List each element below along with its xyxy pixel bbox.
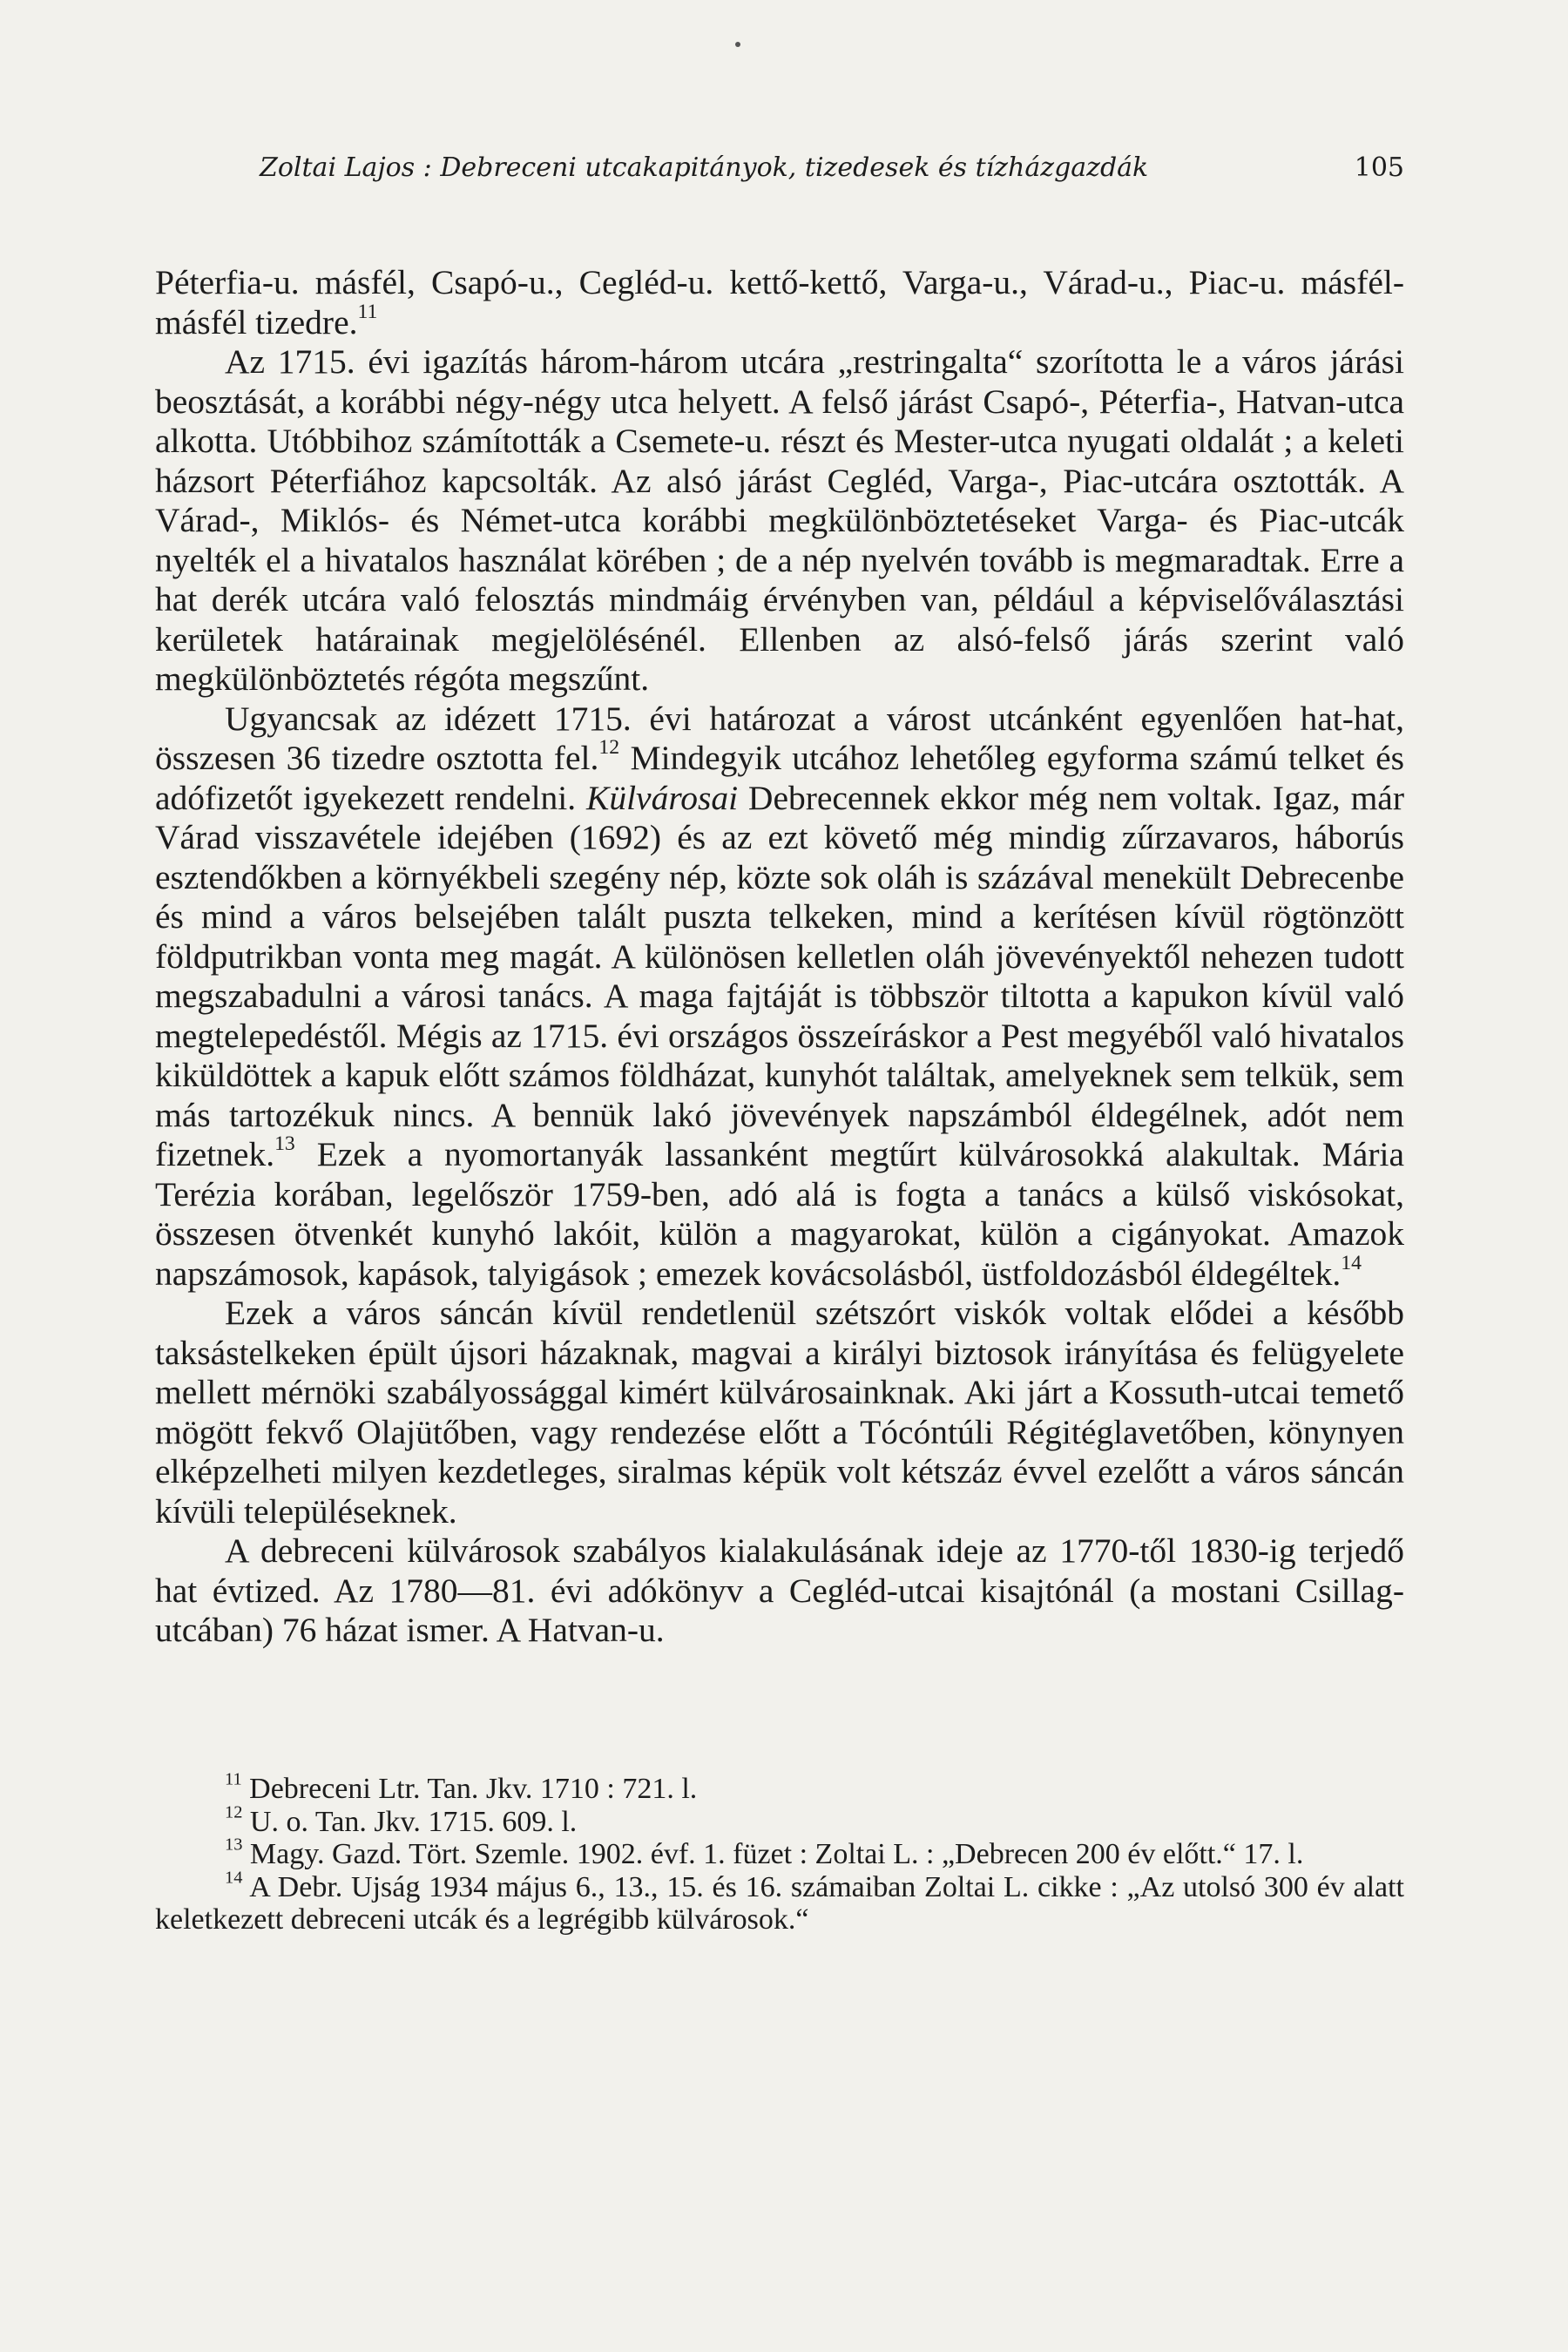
paragraph-3-italic: Külvárosai bbox=[585, 778, 739, 817]
footnote-12 bbox=[155, 1802, 1404, 1839]
footnote-ref-14: 14 bbox=[1341, 1251, 1362, 1274]
footnote-13 bbox=[155, 1835, 1404, 1871]
paragraph-3-text-d: Ezek a nyomortanyák lassanként megtűrt külvárosokká alakultak. Mária Terézia korában, legelőször 1759-ben, adó alá is fogta a tanács a külső viskósokat, összesen ötvenkét kunyhó lakóit, külön a magyarokat, külön a cigányokat. Amazok napszámosok, kapások, talyigások ; emezek kovácsolásból, üstfoldozásból éldegéltek. bbox=[155, 1135, 1404, 1293]
footnote-number: 12 bbox=[225, 1802, 243, 1822]
paragraph-1-text: Péterfia-u. másfél, Csapó-u., Cegléd-u. kettő-kettő, Varga-u., Várad-u., Piac-u. másfél-másfél tizedre. bbox=[155, 263, 1404, 341]
page-number: 105 bbox=[1354, 152, 1404, 183]
footnote-text: Magy. Gazd. Tört. Szemle. 1902. évf. 1. füzet : Zoltai L. : „Debrecen 200 év előtt.“ 17. l. bbox=[249, 1838, 1304, 1870]
footnote-text: Debreceni Ltr. Tan. Jkv. 1710 : 721. l. bbox=[249, 1773, 698, 1805]
paragraph-4: Ezek a város sáncán kívül rendetlenül szétszórt viskók voltak elődei a később taksástelkeken épült újsori házaknak, magvai a királyi biztosok irányítása és felügyelete mellett mérnöki szabályossággal kimért külvárosainknak. Aki járt a Kossuth-utcai temető mögött fekvő Olajütőben, vagy rendezése előtt a Tócóntúli Régitéglavetőben, könynyen elképzelheti milyen kezdetleges, siralmas képük volt kétszáz évvel ezelőtt a város sáncán kívüli településeknek. bbox=[155, 1294, 1404, 1531]
paragraph-3-text-a: Ugyancsak az idézett 1715. évi határozat a várost utcánként egyenlően hat-hat, összesen 36 tizedre osztotta fel. bbox=[155, 699, 1404, 777]
paragraph-2: Az 1715. évi igazítás három-három utcára „restringalta“ szorította le a város járási beosztását, a korábbi négy-négy utca helyett. A felső járást Csapó-, Péterfia-, Hatvan-utca alkotta. Utóbbihoz számították a Csemete-u. részt és Mester-utca nyugati oldalát ; a keleti házsort Péterfiához kapcsolták. Az alsó járást Cegléd, Varga-, Piac-utcára osztották. A Várad-, Miklós- és Német-utca korábbi megkülönböztetéseket Varga- és Piac-utcák nyelték el a hivatalos használat körében ; de a nép nyelvén tovább is megmaradtak. Erre a hat derék utcára való felosztás mindmáig érvényben van, például a képviselőválasztási kerületek határainak megjelölésénél. Ellenben az alsó-felső járás szerint való megkülönböztetés régóta megszűnt. bbox=[155, 342, 1404, 698]
paragraph-3 bbox=[155, 700, 1404, 1294]
header-title: Zoltai Lajos : Debreceni utcakapitányok, tizedesek és tízházgazdák bbox=[260, 152, 1149, 183]
footnotes bbox=[155, 1769, 1404, 1936]
footnote-14 bbox=[155, 1868, 1404, 1936]
footnote-11 bbox=[155, 1769, 1404, 1806]
ink-dot bbox=[735, 42, 740, 47]
paragraph-3-text-c: Debrecennek ekkor még nem voltak. Igaz, már Várad visszavétele idejében (1692) és az ezt követő még mindig zűrzavaros, háborús esztendőkben a környékbeli szegény nép, közte sok oláh is százával menekült Debrecenbe és mind a város belsejében talált puszta telkeken, mind a kerítésen kívül rögtönzött földputrikban vonta meg magát. A különösen kelletlen oláh jövevényektől nehezen tudott megszabadulni a városi tanács. A maga fajtáját is többször tiltotta a kapukon kívül való megtelepedéstől. Mégis az 1715. évi országos összeíráskor a Pest megyéből való hivatalos kiküldöttek a kapuk előtt számos földházat, kunyhót találtak, amelyeknek sem telkük, sem más tartozékuk nincs. A bennük lakó jövevények napszámból éldegélnek, adót nem fizetnek. bbox=[155, 778, 1404, 1173]
paragraph-1 bbox=[155, 263, 1404, 342]
footnote-text: U. o. Tan. Jkv. 1715. 609. l. bbox=[249, 1805, 578, 1838]
body-text bbox=[155, 263, 1404, 1651]
footnote-ref-11: 11 bbox=[357, 300, 378, 323]
footnote-number: 14 bbox=[225, 1868, 243, 1888]
footnote-text: A Debr. Ujság 1934 május 6., 13., 15. és 16. számaiban Zoltai L. cikke : „Az utolsó 300 év alatt keletkezett debreceni utcák és a legrégibb külvárosok.“ bbox=[155, 1870, 1404, 1936]
footnote-ref-12: 12 bbox=[598, 736, 620, 760]
footnote-number: 11 bbox=[225, 1769, 242, 1789]
footnote-ref-13: 13 bbox=[274, 1132, 295, 1156]
paragraph-5: A debreceni külvárosok szabályos kialakulásának ideje az 1770-től 1830-ig terjedő hat évtized. Az 1780—81. évi adókönyv a Cegléd-utcai kisajtónál (a mostani Csillag-utcában) 76 házat ismer. A Hatvan-u. bbox=[155, 1531, 1404, 1649]
running-header bbox=[155, 146, 1404, 190]
paragraph-3-text-b: Mindegyik utcához lehetőleg egyforma számú telket és adófizetőt igyekezett rendelni. bbox=[155, 739, 1404, 817]
footnote-number: 13 bbox=[225, 1835, 243, 1855]
